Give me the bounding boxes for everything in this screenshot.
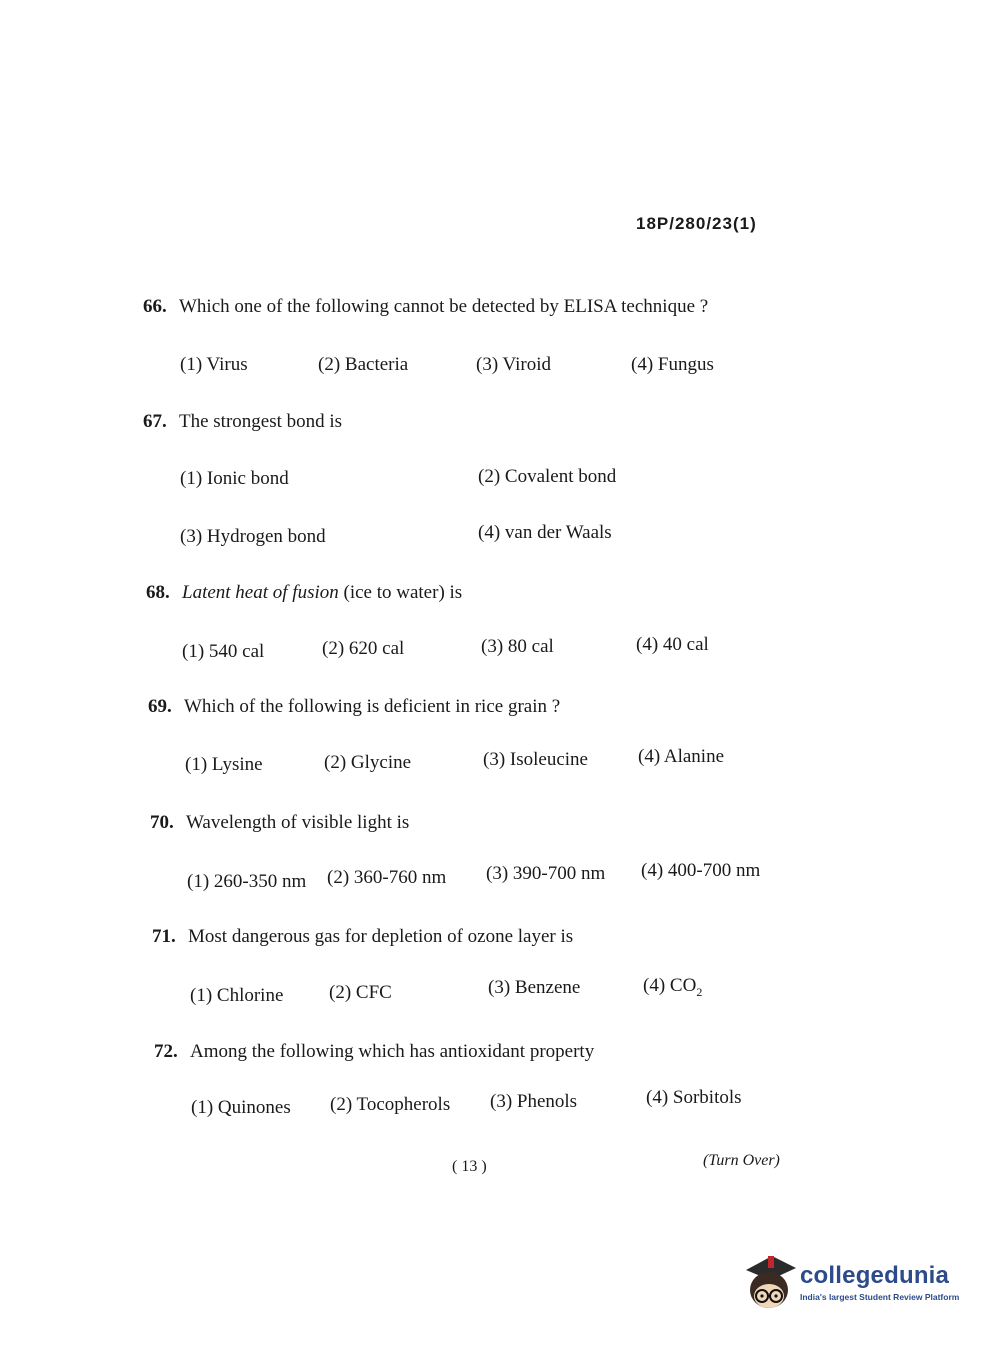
page-number: ( 13 )	[452, 1158, 487, 1175]
option-66-4: (4) Fungus	[631, 354, 714, 375]
option-69-2: (2) Glycine	[324, 752, 412, 773]
option-71-4	[643, 975, 702, 1000]
logo-name: collegedunia	[800, 1262, 950, 1289]
question-text: Wavelength of visible light is	[186, 812, 410, 833]
question-71	[152, 926, 573, 948]
question-69	[148, 696, 560, 718]
question-67	[143, 411, 342, 433]
option-68-2: (2) 620 cal	[322, 638, 405, 659]
option-66-1: (1) Virus	[180, 354, 248, 375]
paper-code: 18P/280/23(1)	[636, 214, 757, 233]
option-71-1: (1) Chlorine	[190, 985, 284, 1006]
option-72-2: (2) Tocopherols	[330, 1094, 451, 1115]
question-70	[150, 812, 409, 834]
option-70-4: (4) 400-700 nm	[641, 860, 761, 881]
turn-over-note: (Turn Over)	[703, 1152, 780, 1169]
question-text: Most dangerous gas for depletion of ozone layer is	[188, 926, 574, 947]
option-70-3: (3) 390-700 nm	[486, 863, 606, 884]
question-number: 68.	[146, 582, 170, 603]
logo-text	[800, 1262, 959, 1302]
collegedunia-logo	[742, 1250, 972, 1320]
option-71-3: (3) Benzene	[488, 977, 581, 998]
option-68-4: (4) 40 cal	[636, 634, 709, 655]
option-66-2: (2) Bacteria	[318, 354, 409, 375]
option-69-3: (3) Isoleucine	[483, 749, 588, 770]
option-72-3: (3) Phenols	[490, 1091, 578, 1112]
question-72	[154, 1041, 594, 1063]
option-66-3: (3) Viroid	[476, 354, 552, 375]
question-number: 66.	[143, 296, 167, 317]
option-69-4: (4) Alanine	[638, 746, 725, 767]
question-68	[146, 582, 462, 604]
question-66	[143, 296, 708, 318]
option-72-1: (1) Quinones	[191, 1097, 291, 1118]
logo-tagline: India's largest Student Review Platform	[800, 1292, 960, 1302]
question-number: 69.	[148, 696, 172, 717]
option-70-1: (1) 260-350 nm	[187, 871, 307, 892]
option-67-1: (1) Ionic bond	[180, 468, 289, 489]
question-text: Which one of the following cannot be detected by ELISA technique ?	[179, 296, 709, 317]
question-text: Among the following which has antioxidant property	[190, 1041, 595, 1062]
question-text: Which of the following is deficient in rice grain ?	[184, 696, 561, 717]
question-text-italic: Latent heat of fusion	[182, 582, 339, 603]
option-67-2: (2) Covalent bond	[478, 466, 617, 487]
option-text: (4) CO	[643, 975, 697, 996]
question-number: 71.	[152, 926, 176, 947]
mascot-icon	[742, 1250, 798, 1312]
option-71-2: (2) CFC	[329, 982, 392, 1003]
option-68-1: (1) 540 cal	[182, 641, 265, 662]
question-text: (ice to water) is	[343, 582, 463, 603]
question-number: 70.	[150, 812, 174, 833]
option-70-2: (2) 360-760 nm	[327, 867, 447, 888]
question-number: 72.	[154, 1041, 178, 1062]
question-number: 67.	[143, 411, 167, 432]
option-67-4: (4) van der Waals	[478, 522, 612, 543]
option-67-3: (3) Hydrogen bond	[180, 526, 326, 547]
option-68-3: (3) 80 cal	[481, 636, 554, 657]
option-72-4: (4) Sorbitols	[646, 1087, 742, 1108]
subscript: 2	[696, 984, 703, 999]
option-69-1: (1) Lysine	[185, 754, 263, 775]
question-text: The strongest bond is	[179, 411, 343, 432]
